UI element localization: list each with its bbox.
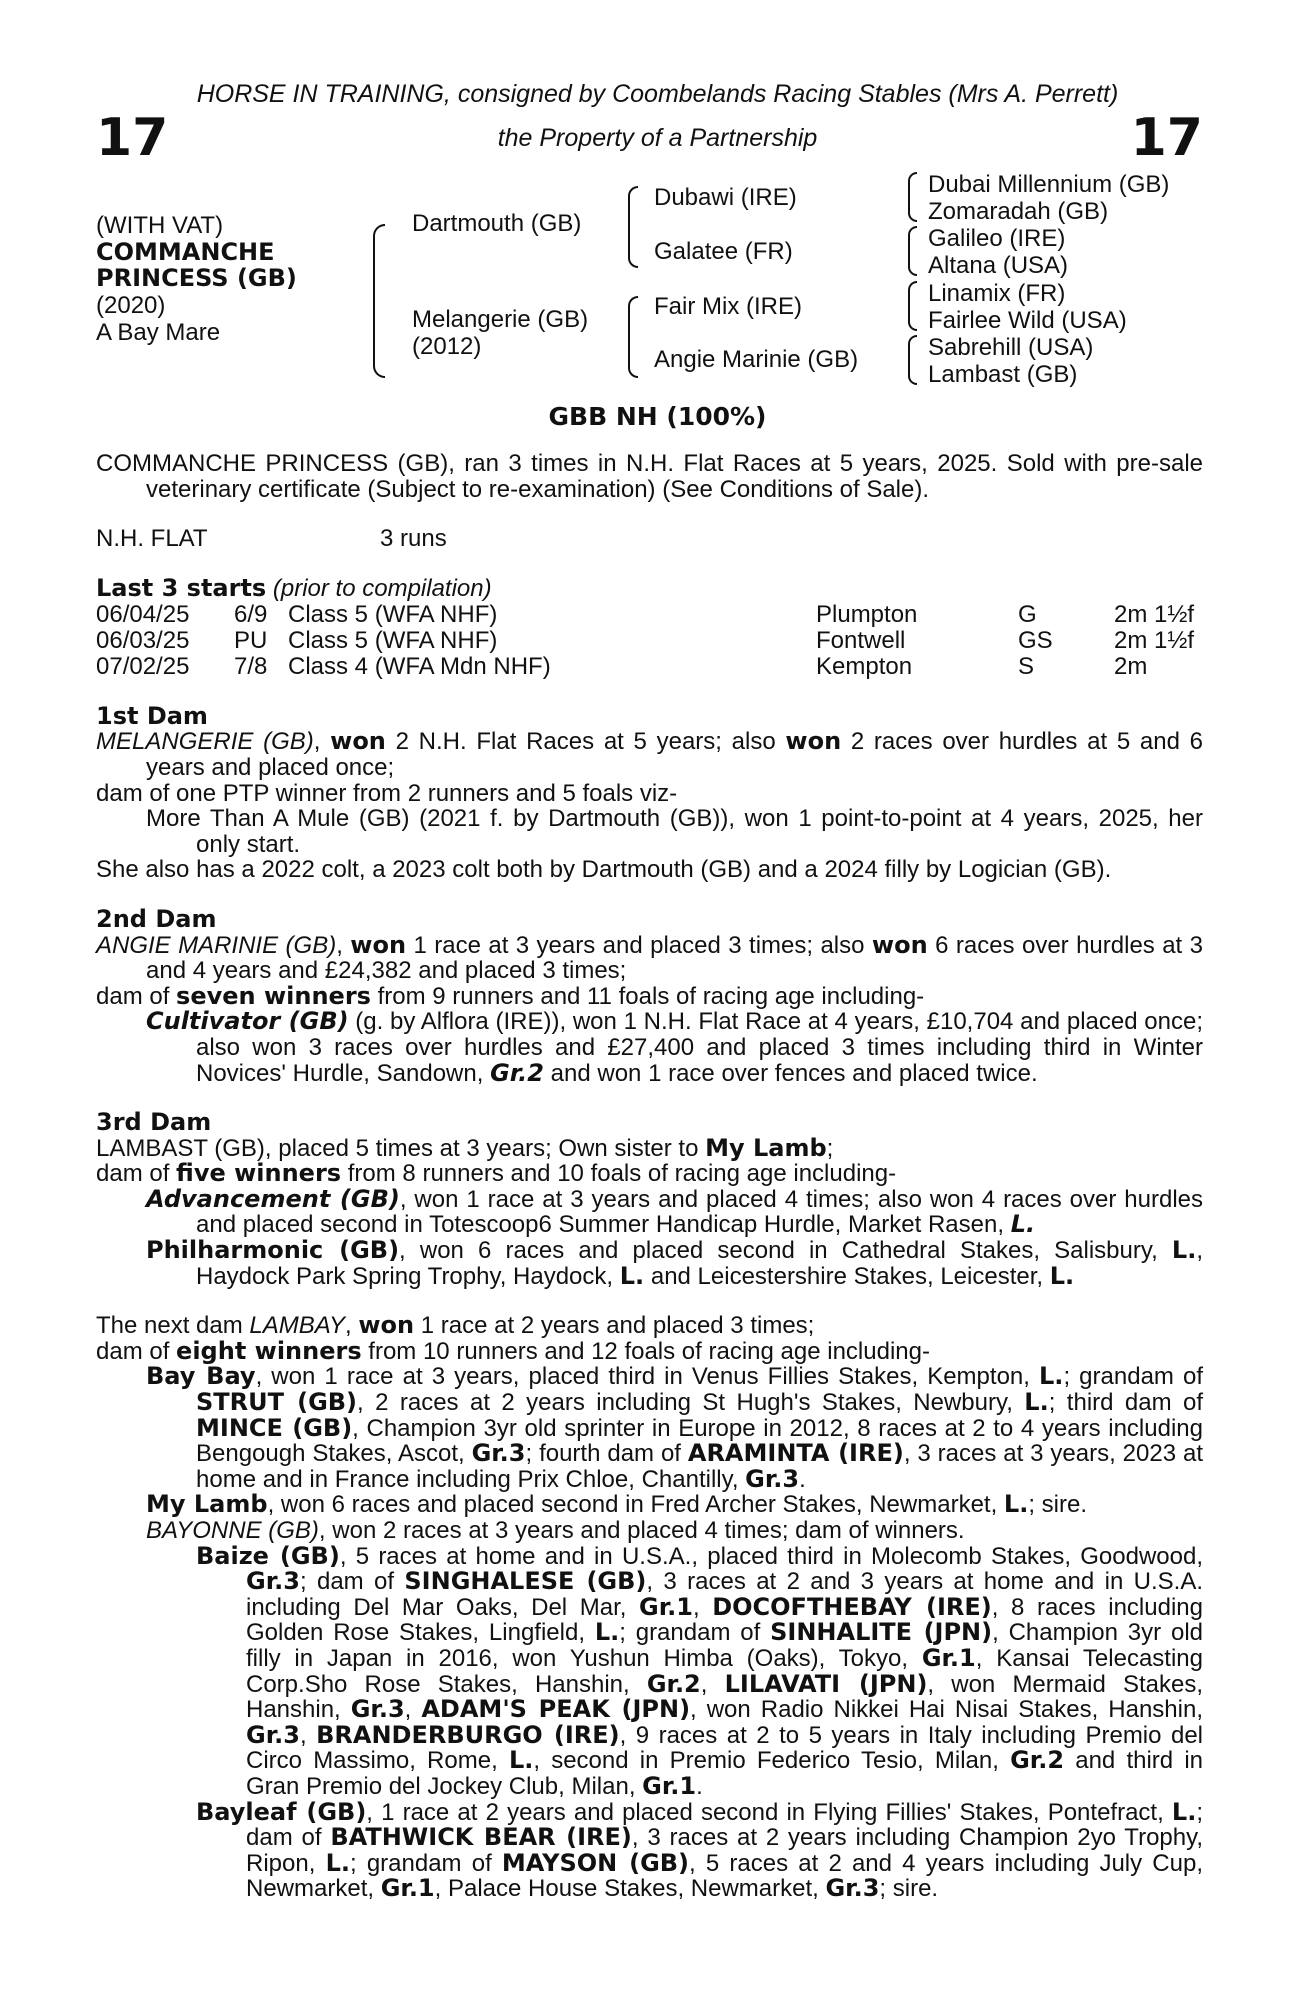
record-label: N.H. FLAT xyxy=(96,525,208,553)
horse-year: (2020) xyxy=(96,292,166,319)
first-dam-produce: dam of one PTP winner from 2 runners and 5 foals viz- xyxy=(96,779,678,807)
first-dam-offspring: More Than A Mule (GB) (2021 f. by Dartmouth (GB)), won 1 point-to-point at 4 years, 2025, her only start. xyxy=(146,805,1203,858)
race-record xyxy=(96,526,1203,552)
horse-name-line2: PRINCESS (GB) xyxy=(96,264,297,292)
gen3-3: Galileo (IRE) xyxy=(928,225,1066,252)
offspring-bayleaf: Bayleaf (GB), 1 race at 2 years and placed second in Flying Fillies' Stakes, Pontefract, L.; dam of BATHWICK BEAR (IRE), 3 races at 2 years including Champion 2yo Trophy, Ripon, L.; grandam of MAYSON (GB), 5 races at 2 and 4 years including July Cup, Newmarket, Gr.1, Palace House Stakes, Newmarket, Gr.3; sire. xyxy=(196,1797,1204,1903)
offspring-my-lamb: My Lamb, won 6 races and placed second in Fred Archer Stakes, Newmarket, L.; sire. xyxy=(146,1490,1088,1519)
vat-note: (WITH VAT) xyxy=(96,212,224,239)
gen3-1: Dubai Millennium (GB) xyxy=(928,171,1170,198)
record-runs: 3 runs xyxy=(380,525,447,553)
consignment-line: HORSE IN TRAINING, consigned by Coombelands Racing Stables (Mrs A. Perrett) xyxy=(196,80,1119,108)
last-starts-heading: Last 3 starts (prior to compilation) xyxy=(96,574,492,603)
dam-dam: Angie Marinie (GB) xyxy=(654,346,859,373)
sire-name: Dartmouth (GB) xyxy=(412,210,582,237)
gen3-brace-4 xyxy=(908,335,917,385)
gen3-6: Fairlee Wild (USA) xyxy=(928,307,1127,334)
breeding-code: GBB NH (100%) xyxy=(548,402,767,431)
pedigree-brace xyxy=(373,224,385,378)
lot-number-left: 17 xyxy=(96,108,169,168)
first-dam-footer: She also has a 2022 colt, a 2023 colt both by Dartmouth (GB) and a 2024 filly by Logician (GB). xyxy=(96,856,1112,884)
sire-sire: Dubawi (IRE) xyxy=(654,184,797,211)
sire-dam: Galatee (FR) xyxy=(654,238,793,265)
first-dam-heading: 1st Dam xyxy=(96,701,208,730)
dam-year: (2012) xyxy=(412,333,482,360)
last-starts-table xyxy=(96,602,1203,680)
summary: COMMANCHE PRINCESS (GB), ran 3 times in N.H. Flat Races at 5 years, 2025. Sold with pre-sale veterinary certificate (Subject to re-examination) (See Conditions of Sale). xyxy=(96,450,1203,503)
gen3-4: Altana (USA) xyxy=(928,252,1069,279)
second-dam-record: ANGIE MARINIE (GB), won 1 race at 3 years and placed 3 times; also won 6 races over hurdles at 3 and 4 years and £24,382 and placed 3 times; xyxy=(96,930,1203,985)
gen3-2: Zomaradah (GB) xyxy=(928,198,1109,225)
offspring-baize: Baize (GB), 5 races at home and in U.S.A., placed third in Molecomb Stakes, Goodwood, Gr.3; dam of SINGHALESE (GB), 3 races at 2 and 3 years at home and in U.S.A. including Del Mar Oaks, Del Mar, Gr.1, DOCOFTHEBAY (IRE), 8 races including Golden Rose Stakes, Lingfield, L.; grandam of SINHALITE (JPN), Champion 3yr old filly in Japan in 2016, won Yushun Himba (Oaks), Tokyo, Gr.1, Kansai Telecasting Corp.Sho Rose Stakes, Hanshin, Gr.2, LILAVATI (JPN), won Mermaid Stakes, Hanshin, Gr.3, ADAM'S PEAK (JPN), won Radio Nikkei Hai Nisai Stakes, Hanshin, Gr.3, BRANDERBURGO (IRE), 9 races at 2 to 5 years in Italy including Premio del Circo Massimo, Rome, L., second in Premio Federico Tesio, Milan, Gr.2 and third in Gran Premio del Jockey Club, Milan, Gr.1. xyxy=(196,1541,1204,1800)
offspring-bayonne: BAYONNE (GB), won 2 races at 3 years and placed 4 times; dam of winners. xyxy=(146,1517,965,1544)
sire-brace xyxy=(628,186,638,268)
dam-name: Melangerie (GB) xyxy=(412,306,589,333)
third-dam-record: LAMBAST (GB), placed 5 times at 3 years; Own sister to My Lamb; xyxy=(96,1133,834,1162)
third-dam-offspring-advancement: Advancement (GB), won 1 race at 3 years and placed 4 times; also won 4 races over hurdles and placed second in Totescoop6 Summer Handicap Hurdle, Market Rasen, L. xyxy=(146,1184,1203,1239)
second-dam-heading: 2nd Dam xyxy=(96,904,217,933)
start-row: 06/04/25 6/9 Class 5 (WFA NHF) Plumpton G 2m 1½f xyxy=(96,600,1195,628)
third-dam-heading: 3rd Dam xyxy=(96,1108,212,1137)
start-row: 06/03/25 PU Class 5 (WFA NHF) Fontwell GS 2m 1½f xyxy=(96,626,1195,654)
gen3-brace-3 xyxy=(908,281,917,331)
catalogue-body xyxy=(96,451,1203,1902)
horse-description: A Bay Mare xyxy=(96,319,221,346)
gen3-brace-1 xyxy=(908,172,917,222)
third-dam-offspring-philharmonic: Philharmonic (GB), won 6 races and placed second in Cathedral Stakes, Salisbury, L., Haydock Park Spring Trophy, Haydock, L. and Leicestershire Stakes, Leicester, L. xyxy=(146,1236,1203,1290)
start-row: 07/02/25 7/8 Class 4 (WFA Mdn NHF) Kempton S 2m xyxy=(96,652,1148,680)
property-line: the Property of a Partnership xyxy=(497,124,818,152)
offspring-bay-bay: Bay Bay, won 1 race at 3 years, placed third in Venus Fillies Stakes, Kempton, L.; grandam of STRUT (GB), 2 races at 2 years including St Hugh's Stakes, Newbury, L.; third dam of MINCE (GB), Champion 3yr old sprinter in Europe in 2012, 8 races at 2 to 4 years including Bengough Stakes, Ascot, Gr.3; fourth dam of ARAMINTA (IRE), 3 races at 3 years, 2023 at home and in France including Prix Chloe, Chantilly, Gr.3. xyxy=(146,1362,1204,1493)
next-dam-record: The next dam LAMBAY, won 1 race at 2 years and placed 3 times; xyxy=(96,1311,815,1340)
gen3-7: Sabrehill (USA) xyxy=(928,334,1094,361)
second-dam-produce: dam of seven winners from 9 runners and 11 foals of racing age including- xyxy=(96,981,925,1010)
second-dam-offspring: Cultivator (GB) (g. by Alflora (IRE)), won 1 N.H. Flat Race at 4 years, £10,704 and placed once; also won 3 races over hurdles and £27,400 and placed 3 times including third in Winter Novices' Hurdle, Sandown, Gr.2 and won 1 race over fences and placed twice. xyxy=(146,1007,1203,1087)
first-dam-record: MELANGERIE (GB), won 2 N.H. Flat Races at 5 years; also won 2 races over hurdles at 5 and 6 years and placed once; xyxy=(96,727,1204,781)
gen3-brace-2 xyxy=(908,226,917,276)
dam-sire: Fair Mix (IRE) xyxy=(654,293,802,320)
next-dam-produce: dam of eight winners from 10 runners and 12 foals of racing age including- xyxy=(96,1336,930,1365)
third-dam-produce: dam of five winners from 8 runners and 10 foals of racing age including- xyxy=(96,1159,897,1188)
gen3-8: Lambast (GB) xyxy=(928,361,1078,388)
gen3-5: Linamix (FR) xyxy=(928,280,1066,307)
dam-brace xyxy=(628,296,638,378)
lot-number-right: 17 xyxy=(1130,108,1203,168)
horse-name-line1: COMMANCHE xyxy=(96,238,275,266)
